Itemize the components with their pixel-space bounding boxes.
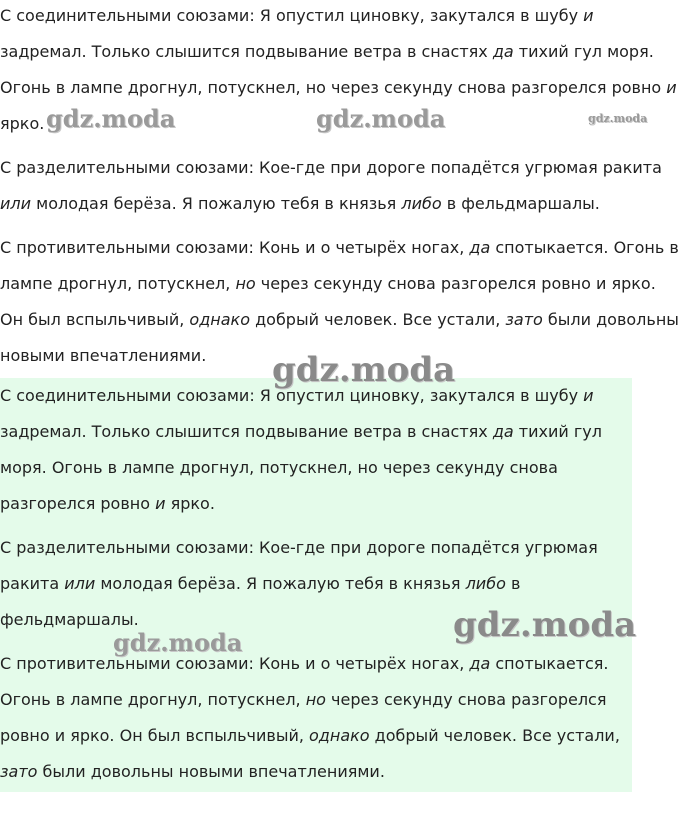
answer-block-plain <box>0 0 680 374</box>
watermark-logo: gdz.moda <box>453 605 637 645</box>
paragraph-label: С соединительными союзами: <box>0 6 255 25</box>
paragraph-label: С соединительными союзами: <box>0 386 255 405</box>
conjunction: да <box>469 654 491 673</box>
answer-block-highlighted <box>0 378 632 792</box>
paragraph-label: С разделительными союзами: <box>0 538 254 557</box>
conjunction: или <box>0 194 32 213</box>
conjunction: но <box>235 274 256 293</box>
paragraph-adversative: С противительными союзами: Конь и о четырёх ногах, да спотыкается. Огонь в лампе дрогнул, потускнел, но через секунду снова разгорелся ровно и ярко. Он был вспыльчивый, однако добрый человек. Все устали, зато были довольны новыми впечатлениями. <box>0 238 679 365</box>
conjunction: зато <box>505 310 543 329</box>
watermark-logo: gdz.moda <box>46 104 176 133</box>
conjunction: или <box>64 574 96 593</box>
paragraph-coordinating: С соединительными союзами: Я опустил циновку, закутался в шубу и задремал. Только слышится подвывание ветра в снастях да тихий гул моря. Огонь в лампе дрогнул, потускнел, но через секунду снова разгорелся ровно и ярко. <box>0 386 602 513</box>
conjunction: и <box>583 6 594 25</box>
conjunction: однако <box>189 310 250 329</box>
conjunction: да <box>492 422 514 441</box>
conjunction: да <box>469 238 491 257</box>
paragraph-label: С противительными союзами: <box>0 654 254 673</box>
conjunction: либо <box>401 194 442 213</box>
paragraph-disjunctive: С разделительными союзами: Кое-где при дороге попадётся угрюмая ракита или молодая берёза. Я пожалую тебя в князья либо в фельдмаршалы. <box>0 538 598 629</box>
conjunction: и <box>583 386 594 405</box>
conjunction: однако <box>309 726 370 745</box>
conjunction: но <box>305 690 326 709</box>
conjunction: либо <box>465 574 506 593</box>
conjunction: да <box>492 42 514 61</box>
watermark-logo: gdz.moda <box>316 104 446 133</box>
paragraph-label: С противительными союзами: <box>0 238 254 257</box>
conjunction: зато <box>0 762 38 781</box>
watermark-logo: gdz.moda <box>588 112 648 125</box>
conjunction: и <box>155 494 166 513</box>
paragraph-label: С разделительными союзами: <box>0 158 254 177</box>
conjunction: и <box>666 78 677 97</box>
watermark-logo: gdz.moda <box>113 628 243 657</box>
paragraph-disjunctive: С разделительными союзами: Кое-где при дороге попадётся угрюмая ракита или молодая берёза. Я пожалую тебя в князья либо в фельдмаршалы. <box>0 158 662 213</box>
watermark-logo: gdz.moda <box>272 350 456 390</box>
paragraph-adversative: С противительными союзами: Конь и о четырёх ногах, да спотыкается. Огонь в лампе дрогнул, потускнел, но через секунду снова разгорелся ровно и ярко. Он был вспыльчивый, однако добрый человек. Все устали, зато были довольны новыми впечатлениями. <box>0 654 620 781</box>
paragraph-coordinating: С соединительными союзами: Я опустил циновку, закутался в шубу и задремал. Только слышится подвывание ветра в снастях да тихий гул моря. Огонь в лампе дрогнул, потускнел, но через секунду снова разгорелся ровно и ярко. <box>0 6 677 133</box>
